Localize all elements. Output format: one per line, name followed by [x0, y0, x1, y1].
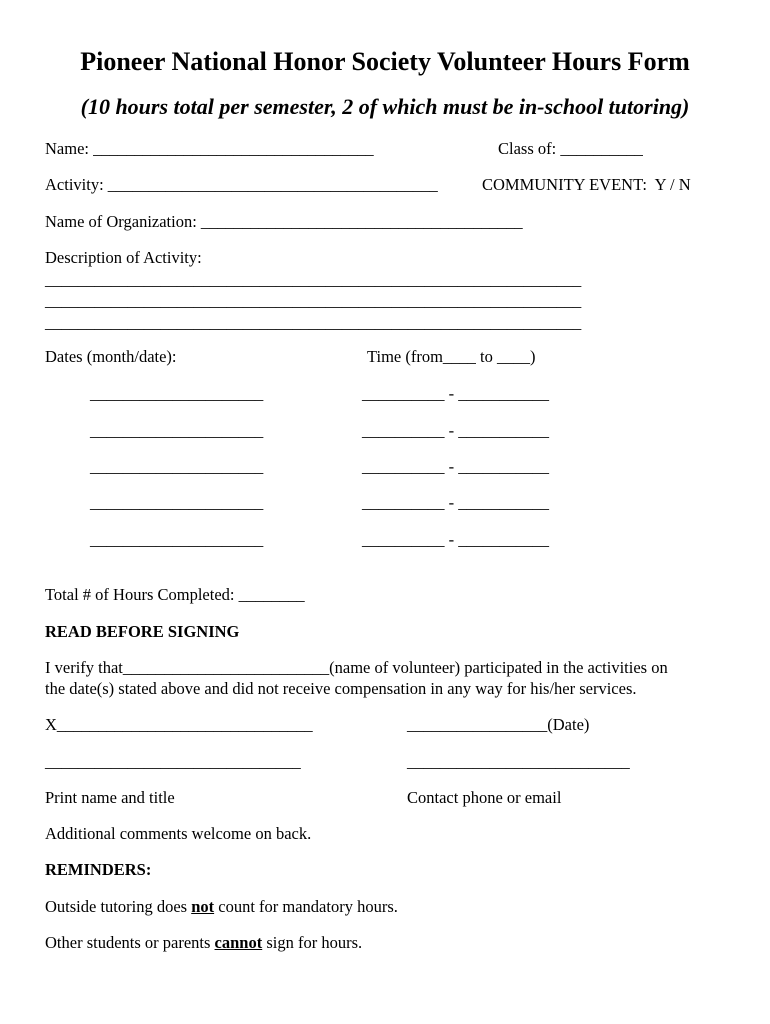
date-blank: _____________________ [90, 384, 264, 403]
reminder-2-post: sign for hours. [262, 933, 363, 952]
date-blank: _____________________ [90, 421, 264, 440]
additional-comments: Additional comments welcome on back. [45, 824, 312, 843]
time-blank: __________ - ___________ [362, 493, 549, 512]
reminders-heading: REMINDERS: [45, 860, 152, 879]
name-field: Name: __________________________________ [45, 139, 374, 158]
date-line: _________________(Date) [407, 715, 590, 734]
time-blank: __________ - ___________ [362, 530, 549, 549]
verify-line-1: I verify that_________________________(name of volunteer) participated in the activities on [45, 658, 668, 677]
time-blank: __________ - ___________ [362, 457, 549, 476]
organization-field: Name of Organization: _______________________________________ [45, 212, 523, 231]
verify-line-2: the date(s) stated above and did not receive compensation in any way for his/her services. [45, 679, 637, 698]
contact-line: ___________________________ [407, 752, 630, 771]
time-label: Time (from____ to ____) [367, 347, 536, 366]
signature-line: X_______________________________ [45, 715, 313, 734]
time-blank: __________ - ___________ [362, 384, 549, 403]
form-title: Pioneer National Honor Society Volunteer Hours Form [80, 47, 690, 76]
description-label: Description of Activity: [45, 248, 202, 267]
class-of-field: Class of: __________ [498, 139, 643, 158]
read-before-heading: READ BEFORE SIGNING [45, 622, 240, 641]
reminder-2 [45, 933, 362, 953]
form-subtitle: (10 hours total per semester, 2 of which must be in-school tutoring) [80, 94, 690, 119]
description-line: _________________________________________________________________ [45, 313, 582, 332]
activity-field: Activity: ________________________________________ [45, 175, 438, 194]
reminder-2-pre: Other students or parents [45, 933, 215, 952]
contact-label: Contact phone or email [407, 788, 562, 807]
time-blank: __________ - ___________ [362, 421, 549, 440]
date-blank: _____________________ [90, 457, 264, 476]
print-name-line: _______________________________ [45, 752, 301, 771]
dates-label: Dates (month/date): [45, 347, 177, 366]
reminder-1-emphasis: not [191, 897, 215, 916]
description-line: _________________________________________________________________ [45, 270, 582, 289]
reminder-1-post: count for mandatory hours. [214, 897, 398, 916]
reminder-1 [45, 897, 398, 917]
community-event-field: COMMUNITY EVENT: Y / N [482, 175, 691, 194]
print-name-label: Print name and title [45, 788, 175, 807]
reminder-1-pre: Outside tutoring does [45, 897, 192, 916]
date-blank: _____________________ [90, 493, 264, 512]
total-hours-field: Total # of Hours Completed: ________ [45, 585, 305, 604]
date-blank: _____________________ [90, 530, 264, 549]
reminder-2-emphasis: cannot [214, 933, 263, 952]
description-line: _________________________________________________________________ [45, 291, 582, 310]
